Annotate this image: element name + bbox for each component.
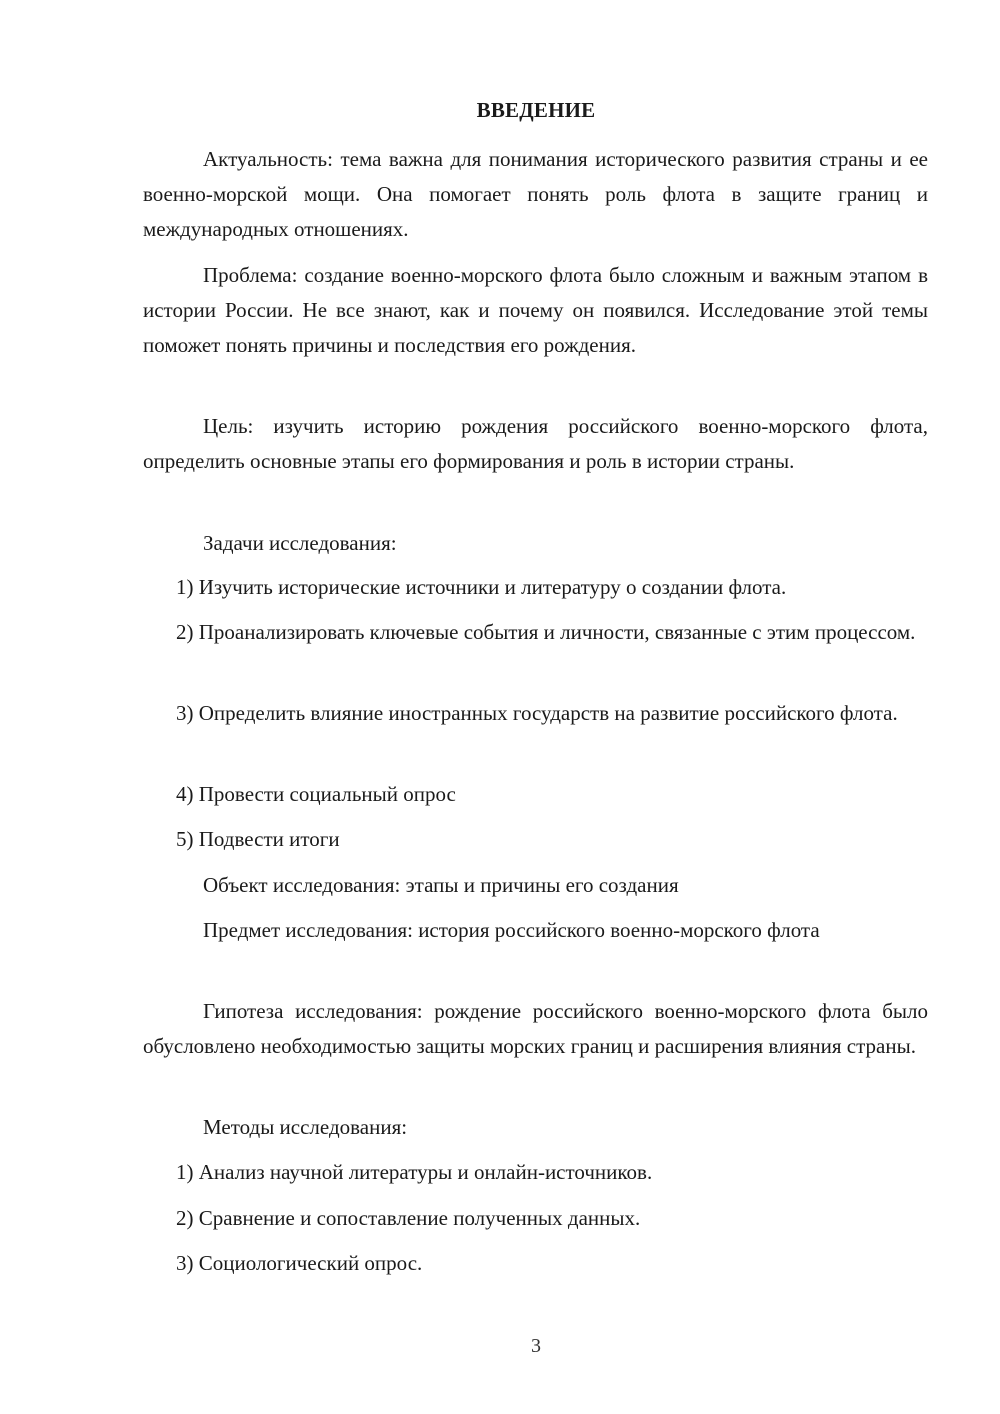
- methods-heading: Методы исследования:: [203, 1115, 408, 1139]
- method-item: 2) Сравнение и сопоставление полученных данных.: [176, 1206, 641, 1230]
- subject-paragraph: Предмет исследования: история российского военно-морского флота: [203, 918, 820, 942]
- method-item: 3) Социологический опрос.: [176, 1251, 423, 1275]
- task-item: 5) Подвести итоги: [176, 827, 340, 851]
- task-item: 3) Определить влияние иностранных государств на развитие российского флота.: [176, 701, 898, 725]
- task-item: 2) Проанализировать ключевые события и личности, связанные с этим процессом.: [176, 620, 916, 644]
- page-title: ВВЕДЕНИЕ: [476, 98, 596, 122]
- relevance-paragraph: Актуальность: тема важна для понимания исторического развития страны и ее военно-морской мощи. Она помогает понять роль флота в защите границ и международных отношениях.: [143, 147, 928, 241]
- task-item: 1) Изучить исторические источники и литературу о создании флота.: [176, 575, 787, 599]
- object-paragraph: Объект исследования: этапы и причины его создания: [203, 873, 679, 897]
- tasks-heading: Задачи исследования:: [203, 531, 397, 555]
- page-number: 3: [531, 1335, 541, 1357]
- hypothesis-paragraph: Гипотеза исследования: рождение российского военно-морского флота было обусловлено необходимостью защиты морских границ и расширения влияния страны.: [143, 999, 928, 1058]
- task-item: 4) Провести социальный опрос: [176, 782, 456, 806]
- method-item: 1) Анализ научной литературы и онлайн-источников.: [176, 1160, 653, 1184]
- problem-paragraph: Проблема: создание военно-морского флота было сложным и важным этапом в истории России. Не все знают, как и почему он появился. Исследование этой темы поможет понять причины и последствия его рождения.: [143, 263, 928, 357]
- goal-paragraph: Цель: изучить историю рождения российского военно-морского флота, определить основные этапы его формирования и роль в истории страны.: [143, 414, 928, 473]
